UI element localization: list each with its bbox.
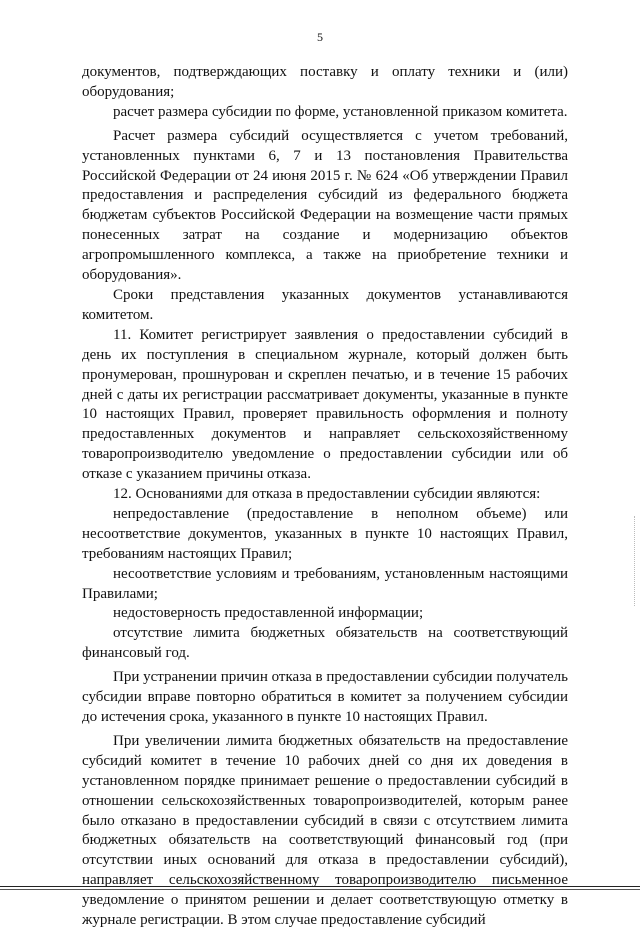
paragraph: При увеличении лимита бюджетных обязательств на предоставление субсидий комитет в течение 10 рабочих дней со дня их доведения в установленном порядке принимает решение о предоставлении субсидий в отношении сельскохозяйственных товаропроизводителей, которым ранее было отказано в предоставлении субсидий в связи с отсутствием лимита бюджетных обязательств на соответствующий финансовый год (при отсутствии иных оснований для отказа в предоставлении субсидий), направляет сельскохозяйственному товаропроизводителю письменное уведомление о принятом решении и делает соответствующую отметку в журнале регистрации. В этом случае предоставление субсидий <box>82 732 568 929</box>
page-number: 5 <box>317 30 323 44</box>
paragraph: 12. Основаниями для отказа в предоставлении субсидии являются: <box>113 486 541 503</box>
paragraph: При устранении причин отказа в предоставлении субсидии получатель субсидии вправе повторно обратиться в комитет за получением субсидии до истечения срока, указанного в пункте 10 настоящих Правил. <box>82 669 568 725</box>
scan-edge-line <box>0 886 640 887</box>
paragraph: документов, подтверждающих поставку и оплату техники и (или) оборудования; <box>82 64 568 100</box>
paragraph: недостоверность предоставленной информации; <box>113 605 424 622</box>
paragraph: несоответствие условиям и требованиям, установленным настоящими Правилами; <box>82 565 568 602</box>
paragraph: отсутствие лимита бюджетных обязательств на соответствующий финансовый год. <box>82 625 568 662</box>
paragraph: Расчет размера субсидий осуществляется с учетом требований, установленных пунктами 6, 7 и 13 постановления Правительства Российской Федерации от 24 июня 2015 г. № 624 «Об утверждении Правил предоставления и распределения субсидий из федерального бюджета бюджетам субъектов Российской Федерации на возмещение части прямых понесенных затрат на создание и модернизацию объектов агропромышленного комплекса, а также на приобретение техники и оборудования». <box>82 127 568 284</box>
paragraph: Сроки представления указанных документов устанавливаются комитетом. <box>82 286 568 323</box>
paragraph: 11. Комитет регистрирует заявления о предоставлении субсидий в день их поступления в специальном журнале, который должен быть пронумерован, прошнурован и скреплен печатью, и в течение 15 рабочих дней с даты их регистрации рассматривает документы, указанные в пункте 10 настоящих Правил, проверяет правильность оформления и полноту предоставленных документов и направляет сельскохозяйственному товаропроизводителю уведомление о предоставлении субсидии или об отказе с указанием причины отказа. <box>82 326 568 483</box>
paragraph: расчет размера субсидии по форме, установленной приказом комитета. <box>113 103 568 120</box>
paragraph: непредоставление (предоставление в неполном объеме) или несоответствие документов, указанных в пункте 10 настоящих Правил, требованиям настоящих Правил; <box>82 505 568 562</box>
scan-edge-line <box>0 889 640 890</box>
margin-mark <box>634 516 636 606</box>
document-body <box>82 63 568 931</box>
